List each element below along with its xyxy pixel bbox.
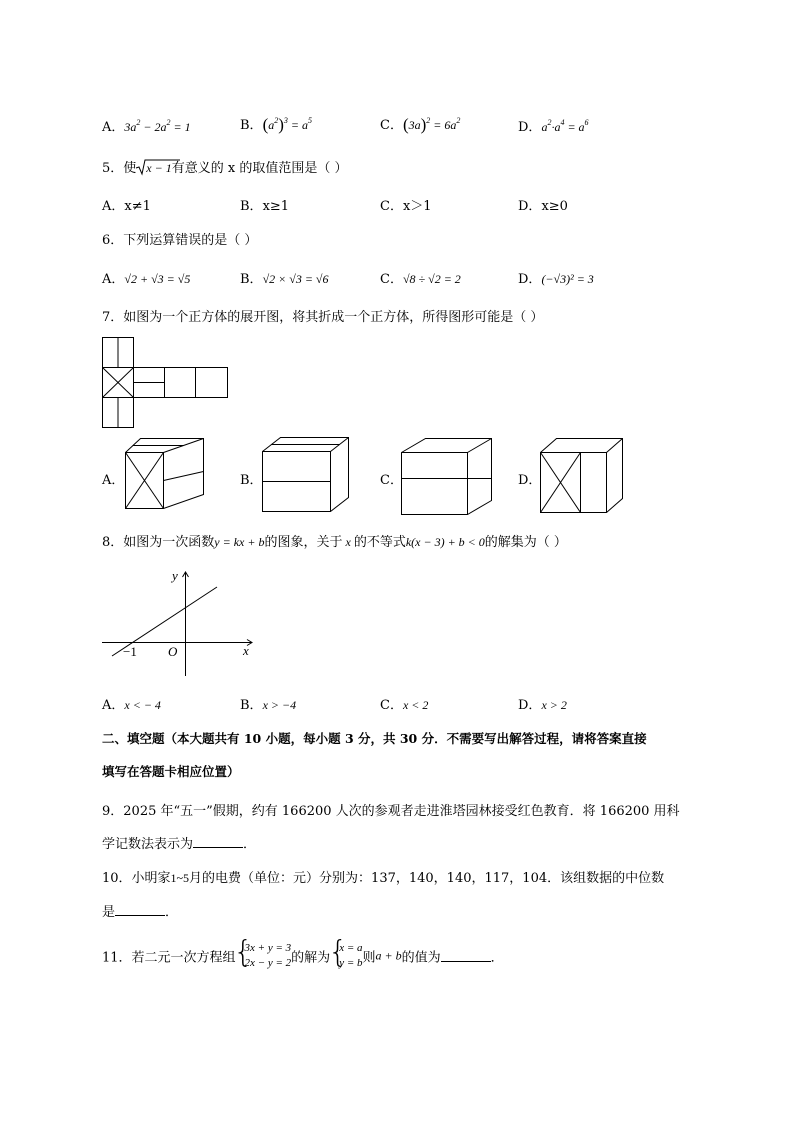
cube-b-figure <box>262 437 350 513</box>
q4-option-c[interactable]: C．$(3a)^2 = 6a^2$ <box>380 115 461 134</box>
q10-line2: 是 ． <box>102 905 179 920</box>
q6-option-a[interactable]: A．√2 + √3 = √5 <box>102 272 191 287</box>
q4-option-b[interactable]: B．$(a^2)^3 = a^5$ <box>240 115 313 134</box>
q6-option-c[interactable]: C．√8 ÷ √2 = 2 <box>380 272 461 287</box>
q7-stem: 7．如图为一个正方体的展开图，将其折成一个正方体，所得图形可能是（ ） <box>102 310 544 325</box>
x-axis-label: x <box>243 643 249 658</box>
q6-option-b[interactable]: B．√2 × √3 = √6 <box>240 272 329 287</box>
q9-answer-blank[interactable] <box>193 836 243 848</box>
q4-option-a-expr: $3a^2 - 2a^2 = 1$ <box>124 118 191 134</box>
radical-sign-icon <box>136 159 196 177</box>
q10-answer-blank[interactable] <box>115 904 165 916</box>
q9-line2: 学记数法表示为 ． <box>102 837 257 852</box>
sqrt-expr: x − 1 <box>136 161 171 176</box>
equation-system: { 3x + y = 3 2x − y = 2 <box>236 941 292 971</box>
origin-label: O <box>168 644 178 659</box>
q6-stem: 6．下列运算错误的是（ ） <box>102 233 258 248</box>
cube-net-figure <box>102 337 232 429</box>
q11-stem: 11．若二元一次方程组{ 3x + y = 3 2x − y = 2的解为{ x = a y = b则a + b的值为 ． <box>102 941 504 971</box>
q6-option-d[interactable]: D．(−√3)² = 3 <box>518 272 594 287</box>
q7-option-c[interactable]: C． <box>380 473 403 488</box>
q5-stem: 5．使 x − 1有意义的 x 的取值范围是（ ） <box>102 161 348 176</box>
q4-option-d-expr: $a^2\cdot a^4 = a^6$ <box>541 118 589 134</box>
q7-option-b[interactable]: B． <box>240 473 263 488</box>
q5-option-d[interactable]: D．x≥0 <box>518 199 568 214</box>
q4-option-d[interactable]: D．$a^2\cdot a^4 = a^6$ <box>518 118 589 135</box>
cube-d-figure <box>540 438 624 514</box>
q4-option-b-expr: $(a^2)^3 = a^5$ <box>262 115 313 134</box>
q8-option-a[interactable]: A．x < − 4 <box>102 698 161 713</box>
q9-line1: 9．2025 年“五一”假期，约有 166200 人次的参观者走进淮塔园林接受红色教育．将 166200 用科 <box>102 804 680 819</box>
linear-function-graph <box>102 568 262 680</box>
tick-label: −1 <box>123 644 137 659</box>
q11-answer-blank[interactable] <box>441 950 491 962</box>
y-axis-label: y <box>172 568 178 583</box>
section-heading-cont: 填写在答题卡相应位置） <box>102 764 240 779</box>
q7-option-a[interactable]: A． <box>102 473 125 488</box>
cube-c-figure <box>401 438 493 516</box>
q7-option-d[interactable]: D． <box>518 473 542 488</box>
q8-option-c[interactable]: C．x < 2 <box>380 698 429 713</box>
q10-line1: 10．小明家1~5月的电费（单位：元）分别为：137，140，140，117，104．该组数据的中位数 <box>102 871 665 886</box>
q8-stem: 8．如图为一次函数y = kx + b的图象，关于 x 的不等式k(x − 3) + b < 0的解集为（ ） <box>102 535 567 550</box>
solution-system: { x = a y = b <box>330 941 362 971</box>
q8-option-d[interactable]: D．x > 2 <box>518 698 567 713</box>
section-heading: 二、填空题（本大题共有 10 小题，每小题 3 分，共 30 分．不需要写出解答过程，请将答案直接 <box>102 731 647 746</box>
q5-option-b[interactable]: B．x≥1 <box>240 199 290 214</box>
cube-a-figure <box>125 438 205 510</box>
q4-option-c-expr: $(3a)^2 = 6a^2$ <box>402 115 461 134</box>
q5-option-a[interactable]: A．x≠1 <box>102 199 151 214</box>
q5-option-c[interactable]: C．x＞1 <box>380 199 432 214</box>
q8-option-b[interactable]: B．x > −4 <box>240 698 297 713</box>
q4-option-a[interactable]: A．$3a^2 - 2a^2 = 1$ <box>102 118 191 135</box>
